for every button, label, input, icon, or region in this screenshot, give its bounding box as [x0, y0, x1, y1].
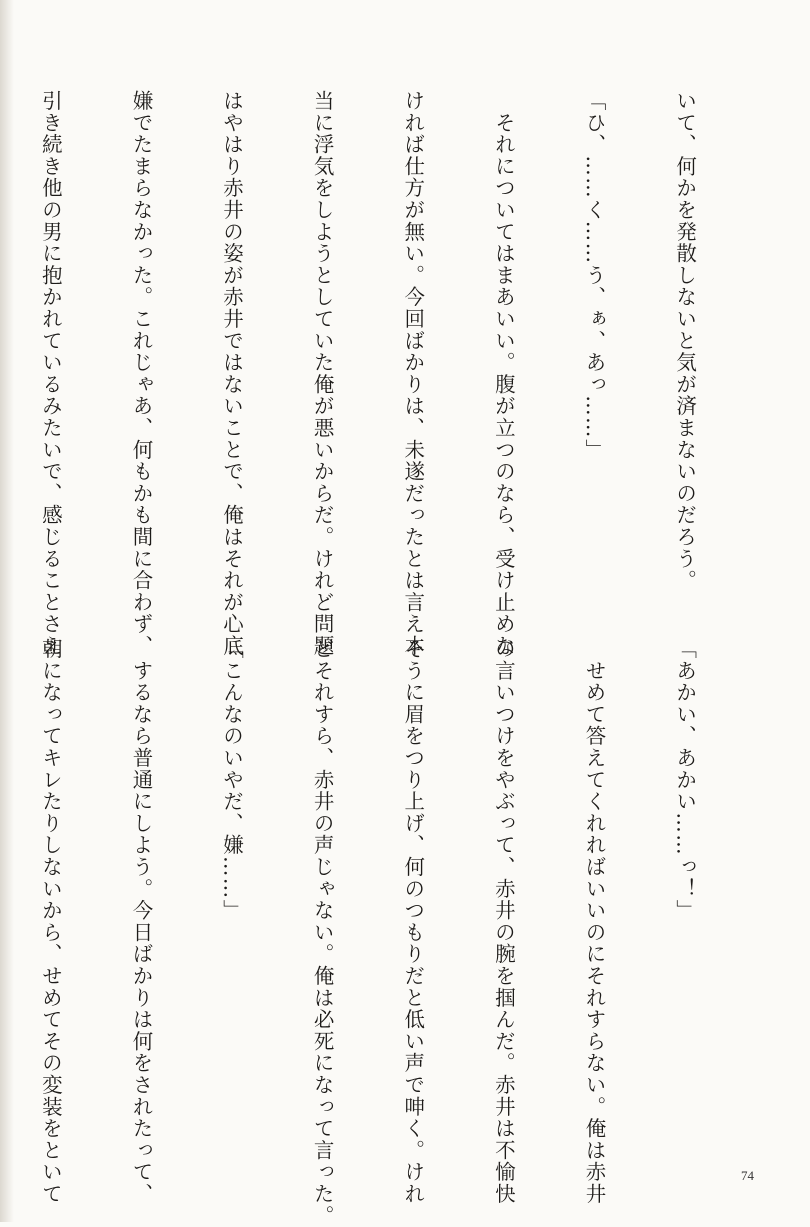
- text-line: 当に浮気をしようとしていた俺が悪いからだ。けれど問題: [310, 90, 335, 657]
- text-line: どそれすら、赤井の声じゃない。俺は必死になって言った。: [310, 638, 335, 1227]
- text-line: の言いつけをやぶって、赤井の腕を掴んだ。赤井は不愉快: [491, 638, 516, 1205]
- text-line: ければ仕方が無い。今回ばかりは、未遂だったとは言え本: [400, 90, 425, 657]
- text-line: はやはり赤井の姿が赤井ではないことで、俺はそれが心底: [219, 90, 244, 657]
- text-line: 嫌でたまらなかった。これじゃあ、何もかも間に合わず、: [128, 90, 153, 657]
- text-line: 「こんなのいやだ、嫌……」: [219, 638, 244, 922]
- text-line: 「ひ、……く……う、ぁ、あっ……」: [581, 90, 606, 461]
- text-line: そうに眉をつり上げ、何のつもりだと低い声で呻く。けれ: [400, 638, 425, 1205]
- text-line: いて、何かを発散しないと気が済まないのだろう。: [672, 90, 697, 592]
- text-line: 「あかい、あかい……っ！」: [672, 638, 697, 922]
- text-line: せめて答えてくれればいいのにそれすらない。俺は赤井: [581, 638, 606, 1205]
- text-block-top: [0, 90, 760, 657]
- text-line: それについてはまあいい。腹が立つのなら、受け止めな: [491, 90, 516, 657]
- text-line: 朝になってキレたりしないから、せめてその変装をといて: [38, 638, 63, 1205]
- text-line: 引き続き他の男に抱かれているみたいで、感じることさえ: [38, 90, 63, 657]
- text-line: するなら普通にしよう。今日ばかりは何をされたって、: [128, 638, 153, 1205]
- page-number: 74: [741, 1168, 754, 1183]
